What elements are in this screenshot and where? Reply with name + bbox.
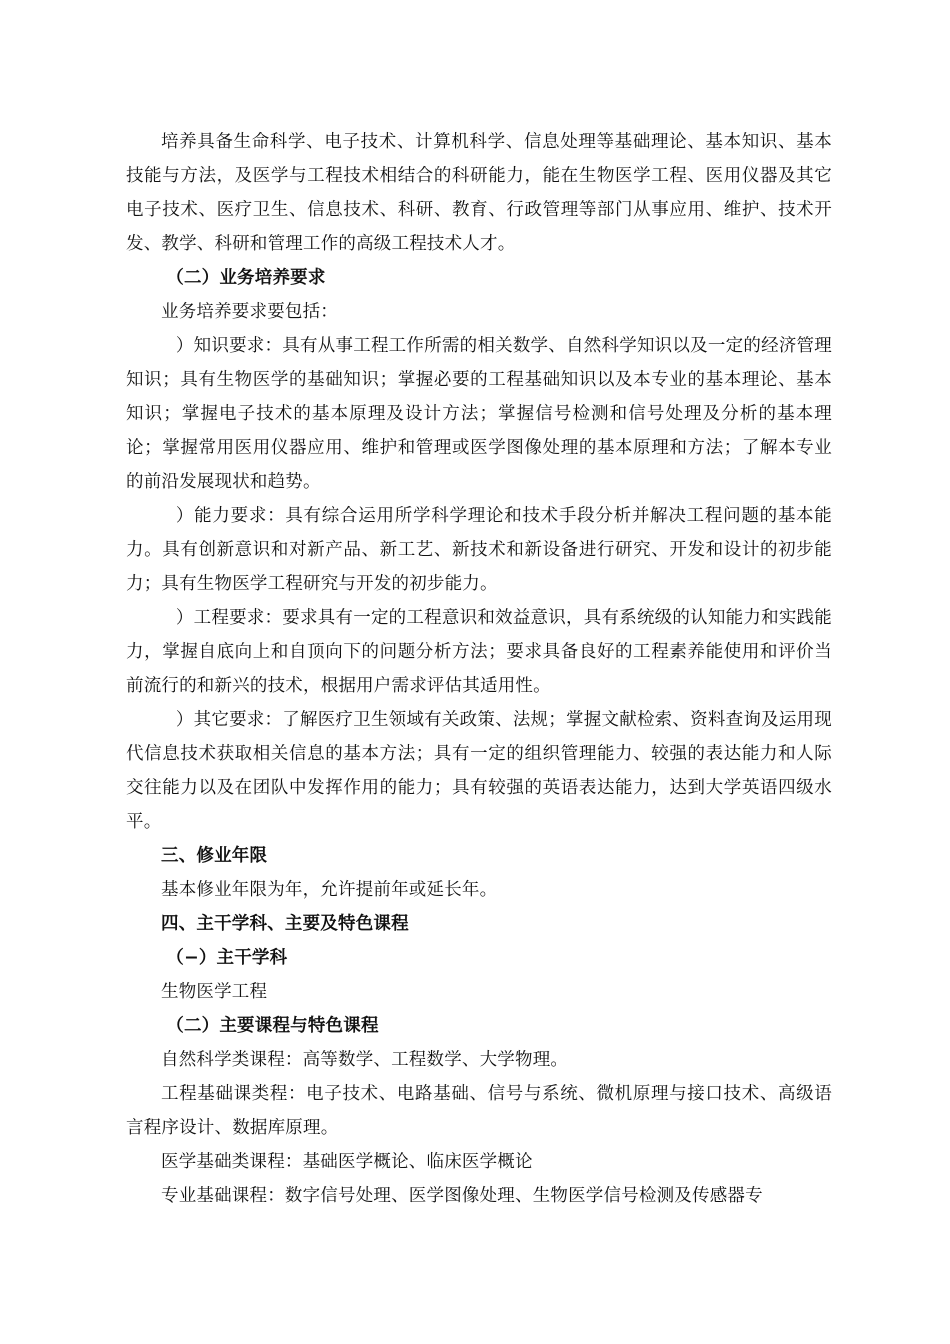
paragraph-knowledge-requirements: ）知识要求：具有从事工程工作所需的相关数学、自然科学知识以及一定的经济管理知识；具有生物医学的基础知识；掌握必要的工程基础知识以及本专业的基本理论、基本知识；掌握电子技术的基本原理及设计方法；掌握信号检测和信号处理及分析的基本理论；掌握常用医用仪器应用、维护和管理或医学图像处理的基本原理和方法；了解本专业的前沿发展现状和趋势。 — [126, 336, 832, 492]
document-body — [126, 125, 832, 1213]
heading-main-discipline: （−）主干学科 — [166, 948, 288, 968]
paragraph-main-discipline: 生物医学工程 — [161, 982, 268, 1002]
paragraph-engineering-requirements: ）工程要求：要求具有一定的工程意识和效益意识，具有系统级的认知能力和实践能力，掌握自底向上和自顶向下的问题分析方法；要求具备良好的工程素养能使用和评价当前流行的和新兴的技术，根据用户需求评估其适用性。 — [126, 608, 832, 696]
heading-study-years: 三、修业年限 — [161, 846, 268, 866]
paragraph-medical-basic-courses: 医学基础类课程：基础医学概论、临床医学概论 — [161, 1152, 533, 1172]
paragraph-training-goal: 培养具备生命科学、电子技术、计算机科学、信息处理等基础理论、基本知识、基本技能与方法，及医学与工程技术相结合的科研能力，能在生物医学工程、医用仪器及其它电子技术、医疗卫生、信息技术、科研、教育、行政管理等部门从事应用、维护、技术开发、教学、科研和管理工作的高级工程技术人才。 — [126, 132, 832, 254]
paragraph-ability-requirements: ）能力要求：具有综合运用所学科学理论和技术手段分析并解决工程问题的基本能力。具有创新意识和对新产品、新工艺、新技术和新设备进行研究、开发和设计的初步能力；具有生物医学工程研究与开发的初步能力。 — [126, 506, 832, 594]
heading-business-requirements: （二）业务培养要求 — [166, 268, 326, 288]
paragraph-study-years: 基本修业年限为年，允许提前年或延长年。 — [161, 880, 498, 900]
paragraph-engineering-basic-courses: 工程基础课类程：电子技术、电路基础、信号与系统、微机原理与接口技术、高级语言程序设计、数据库原理。 — [126, 1084, 832, 1138]
heading-main-courses: （二）主要课程与特色课程 — [166, 1016, 379, 1036]
paragraph-natural-science-courses: 自然科学类课程：高等数学、工程数学、大学物理。 — [161, 1050, 569, 1070]
paragraph-business-intro: 业务培养要求要包括： — [161, 302, 338, 322]
heading-disciplines-courses: 四、主干学科、主要及特色课程 — [161, 914, 409, 934]
paragraph-other-requirements: ）其它要求：了解医疗卫生领域有关政策、法规；掌握文献检索、资料查询及运用现代信息技术获取相关信息的基本方法；具有一定的组织管理能力、较强的表达能力和人际交往能力以及在团队中发挥作用的能力；具有较强的英语表达能力，达到大学英语四级水平。 — [126, 710, 832, 832]
paragraph-major-basic-courses: 专业基础课程：数字信号处理、医学图像处理、生物医学信号检测及传感器专 — [161, 1186, 763, 1206]
